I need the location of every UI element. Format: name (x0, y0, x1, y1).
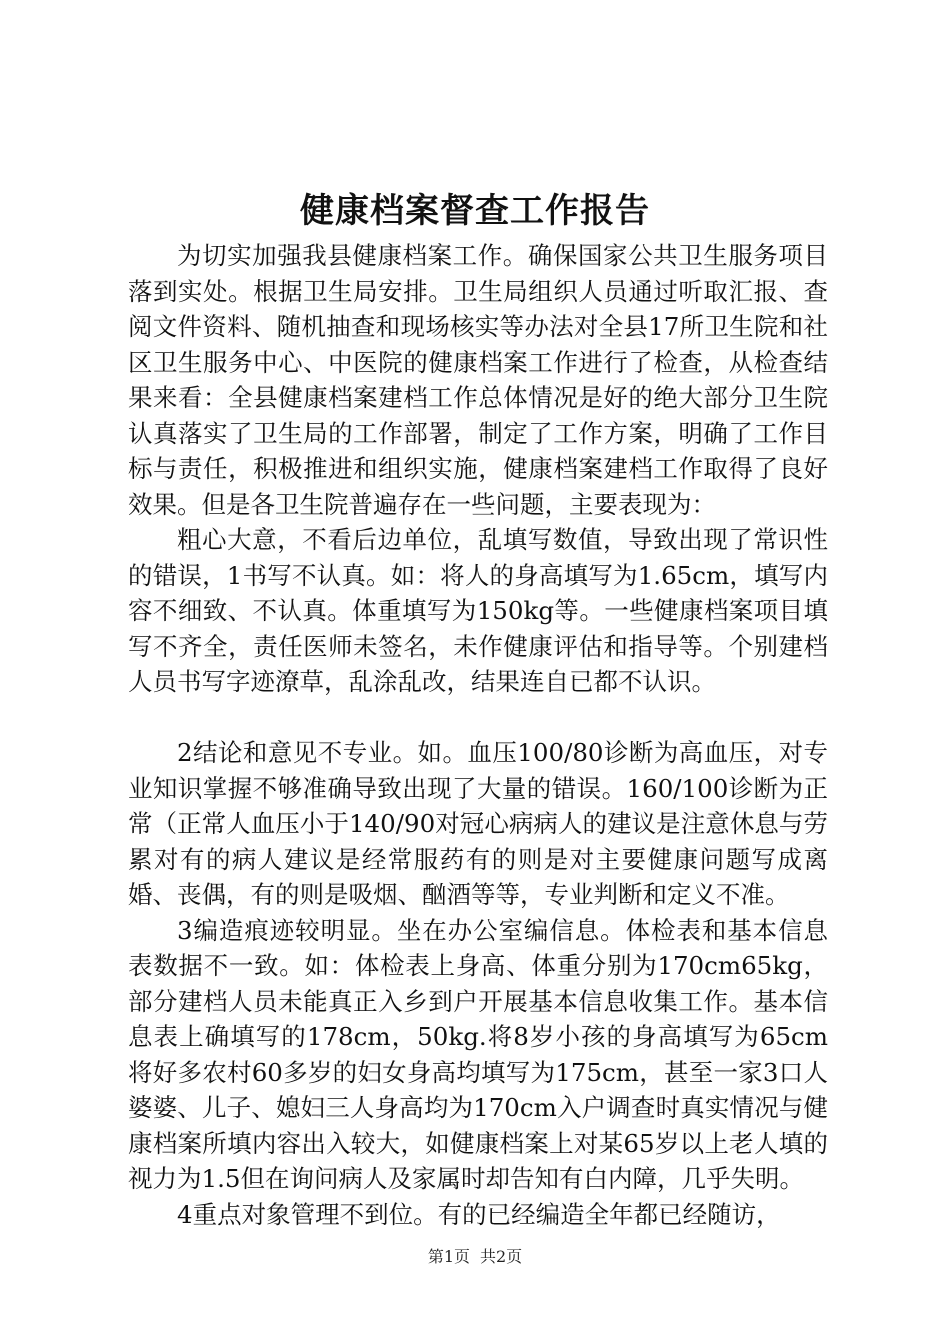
page-total: 共2页 (480, 1247, 523, 1266)
page-number: 第1页 (427, 1247, 470, 1266)
page-footer (0, 1244, 950, 1267)
paragraph-issue-2: 2结论和意见不专业。如。血压100/80诊断为高血压，对专业知识掌握不够准确导致出现了大量的错误。160/100诊断为正常（正常人血压小于140/90对冠心病病人的建议是注意休息与劳累对有的病人建议是经常服药有的则是对主要健康问题写成离婚、丧偶，有的则是吸烟、酗酒等等，专业判断和定义不准。 (128, 738, 828, 909)
paragraph-issue-4: 4重点对象管理不到位。有的已经编造全年都已经随访， (177, 1199, 781, 1229)
document-title: 健康档案督查工作报告 (300, 191, 650, 231)
paragraph-intro: 为切实加强我县健康档案工作。确保国家公共卫生服务项目落到实处。根据卫生局安排。卫生局组织人员通过听取汇报、查阅文件资料、随机抽查和现场核实等办法对全县17所卫生院和社区卫生服务中心、中医院的健康档案工作进行了检查，从检查结果来看：全县健康档案建档工作总体情况是好的绝大部分卫生院认真落实了卫生局的工作部署，制定了工作方案，明确了工作目标与责任，积极推进和组织实施，健康档案建档工作取得了良好效果。但是各卫生院普遍存在一些问题，主要表现为： (128, 241, 828, 519)
paragraph-issue-3: 3编造痕迹较明显。坐在办公室编信息。体检表和基本信息表数据不一致。如：体检表上身高、体重分别为170cm65kg，部分建档人员未能真正入乡到户开展基本信息收集工作。基本信息表上确填写的178cm，50kg.将8岁小孩的身高填写为65cm将好多农村60多岁的妇女身高均填写为175cm，甚至一家3口人婆婆、儿子、媳妇三人身高均为170cm入户调查时真实情况与健康档案所填内容出入较大，如健康档案上对某65岁以上老人填的视力为1.5但在询问病人及家属时却告知有白内障，几乎失明。 (128, 915, 828, 1193)
document-body (128, 238, 828, 1232)
paragraph-issue-1: 粗心大意，不看后边单位，乱填写数值，导致出现了常识性的错误，1书写不认真。如：将人的身高填写为1.65cm，填写内容不细致、不认真。体重填写为150kg等。一些健康档案项目填写不齐全，责任医师未签名，未作健康评估和指导等。个别建档人员书写字迹潦草，乱涂乱改，结果连自已都不认识。 (128, 525, 828, 696)
